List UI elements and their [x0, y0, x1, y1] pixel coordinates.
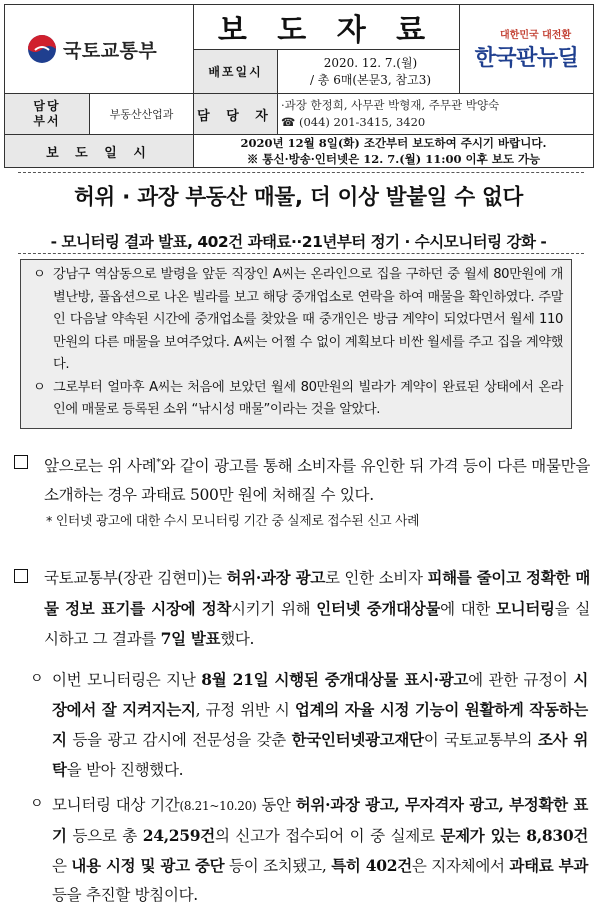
press-header-table — [4, 4, 594, 168]
headline: 허위 · 과장 부동산 매물, 더 이상 발붙일 수 없다 — [74, 185, 523, 210]
checkbox-icon — [14, 455, 28, 469]
manager-info — [278, 94, 594, 135]
distribution-date: 2020. 12. 7.(월) — [323, 55, 418, 70]
circle-bullet-icon: ㅇ — [30, 671, 44, 687]
case-item-text: 강남구 역삼동으로 발령을 앞둔 직장인 A씨는 온라인으로 집을 구하던 중 월세 80만원에 개별난방, 풀옵션으로 나온 빌라를 보고 해당 중개업소로 연락을 하여 매물을 확인하였다. 주말인 다음날 약속된 시간에 중개업소를 찾았을 때 중개인은 방금 계약이 되었다면서 월세 110만원의 다른 매물을 보여주었다. A씨는 어쩔 수 없이 계획보다 비싼 월세를 주고 집을 계약했다. — [53, 267, 563, 372]
distribution-label: 배포일시 — [194, 50, 278, 94]
circle-bullet-icon: ㅇ — [30, 796, 44, 812]
circle-bullet-icon: ㅇ — [33, 379, 46, 395]
embargo-label: 보 도 일 시 — [5, 135, 194, 168]
brand-tagline: 대한민국 대전환 — [500, 30, 572, 41]
case-item-text: 그로부터 얼마후 A씨는 처음에 보았던 월세 80만원의 빌라가 계약이 완료된 상태에서 온라인에 매물로 등록된 소위 “낚시성 매물”이라는 것을 알았다. — [53, 379, 563, 417]
footnote: * 인터넷 광고에 대한 수시 모니터링 기간 중 실제로 접수된 신고 사례 — [46, 514, 420, 529]
divider — [18, 172, 584, 173]
distribution-pages: / 총 6매(본문3, 참고3) — [309, 72, 432, 87]
case-item — [31, 264, 563, 377]
case-item — [31, 377, 563, 422]
ministry-emblem-icon — [27, 34, 57, 64]
paragraph-monitoring-results: ㅇ 모니터링 대상 기간(8.21~10.20) 동안 허위·과장 광고, 무자격자 광고, 부정확한 표기 등으로 총 24,259건의 신고가 접수되어 이 중 실제로 문제가 있는 8,830건은 내용 시정 및 광고 중단 등이 조치됐고, 특히 402건은 지자체에서 과태료 부과 등을 추진할 방침이다. — [22, 790, 588, 910]
embargo-info — [194, 135, 594, 168]
dept-label: 담당 부서 — [5, 94, 90, 135]
paragraph-ministry-monitoring: 국토교통부(장관 김현미)는 허위·과장 광고로 인한 소비자 피해를 줄이고 정확한 매물 정보 표기를 시장에 정착시키기 위해 인터넷 중개대상물에 대한 모니터링을 실시하고 그 결과를 7일 발표했다. — [14, 563, 590, 655]
distribution-info — [278, 50, 460, 94]
paragraph-future-penalty: 앞으로는 위 사례*와 같이 광고를 통해 소비자를 유인한 뒤 가격 등이 다른 매물만을 소개하는 경우 과태료 500만 원에 처해질 수 있다. — [14, 449, 590, 510]
brand-title: 한국판뉴딜 — [474, 46, 579, 71]
new-deal-logo — [460, 5, 594, 94]
manager-label: 담 당 자 — [194, 94, 278, 135]
manager-phone: ☎ (044) 201-3415, 3420 — [281, 115, 426, 129]
ministry-logo-cell — [5, 5, 194, 94]
divider — [18, 253, 584, 254]
circle-bullet-icon: ㅇ — [33, 267, 46, 282]
press-release-title: 보 도 자 료 — [194, 5, 460, 50]
dept-name: 부동산산업과 — [90, 94, 194, 135]
embargo-line-1: 2020년 12월 8일(화) 조간부터 보도하여 주시기 바랍니다. — [240, 136, 547, 150]
case-example-box — [20, 259, 572, 429]
ministry-logo-text: 국토교통부 — [63, 39, 158, 62]
paragraph-monitoring-scope: ㅇ 이번 모니터링은 지난 8월 21일 시행된 중개대상물 표시·광고에 관한 규정이 시장에서 잘 지켜지는지, 규정 위반 시 업계의 자율 시정 기능이 원활하게 작동하는지 등을 광고 감시에 전문성을 갖춘 한국인터넷광고재단이 국토교통부의 조사 위탁을 받아 진행했다. — [22, 665, 588, 785]
embargo-line-2: ※ 통신·방송·인터넷은 12. 7.(월) 11:00 이후 보도 가능 — [246, 152, 541, 166]
manager-names: ·과장 한정희, 사무관 박형재, 주무관 박양숙 — [281, 98, 500, 112]
subheadline: - 모니터링 결과 발표, 402건 과태료··21년부터 정기 · 수시모니터링 강화 - — [50, 233, 547, 251]
checkbox-icon — [14, 569, 28, 583]
